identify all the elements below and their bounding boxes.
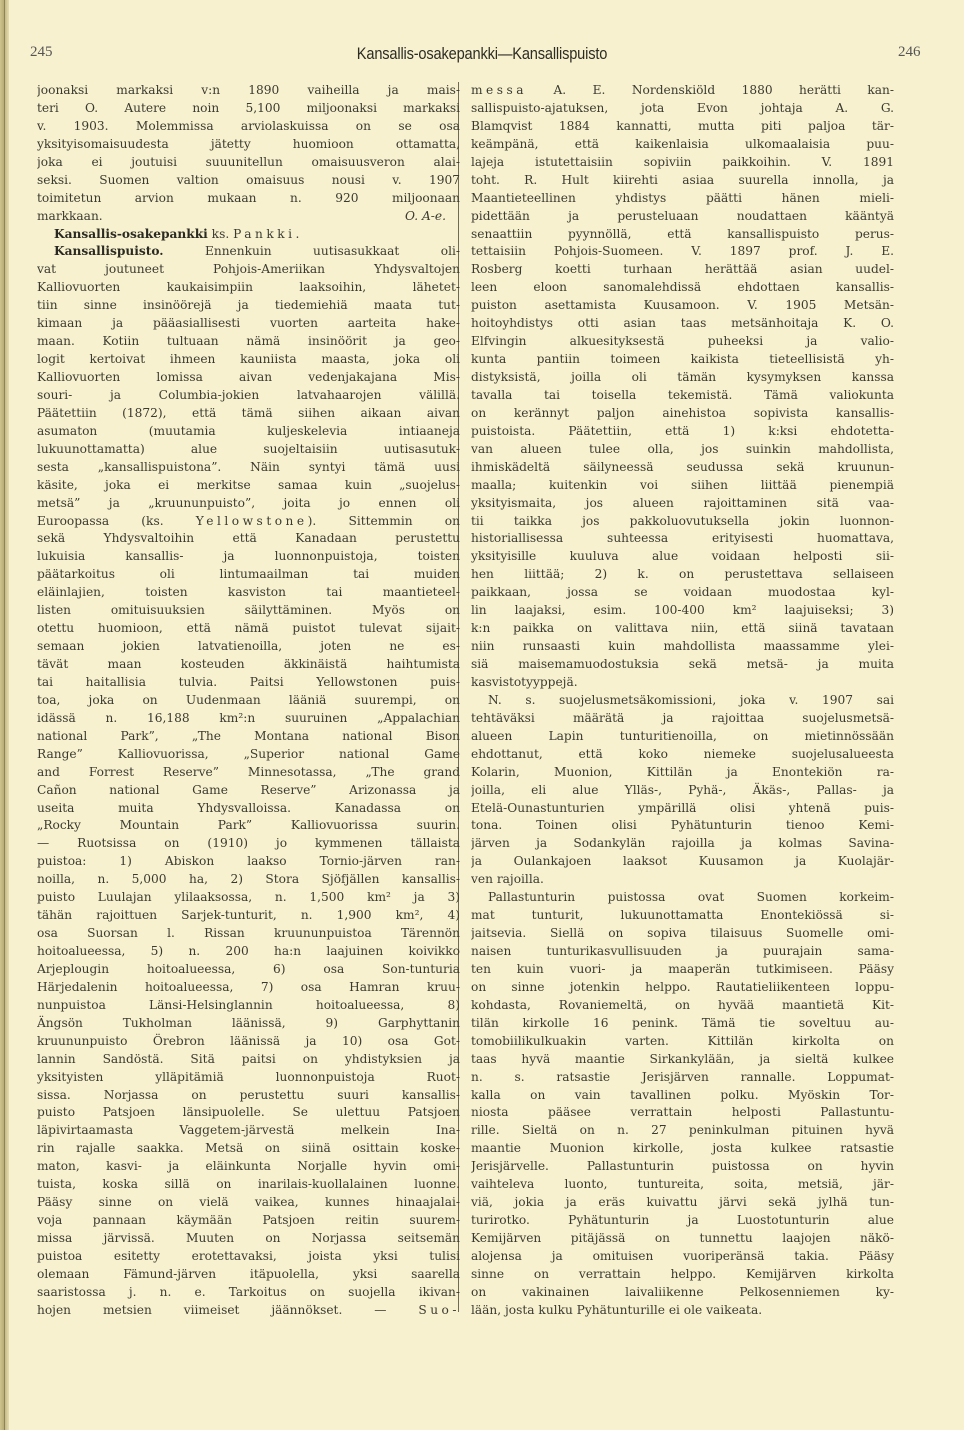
text-line: yksityismaita, jos alueen rajoittaminen sitä vaa- bbox=[471, 495, 894, 510]
text-line: useita muita Yhdysvalloissa. Kanadassa on bbox=[37, 800, 460, 815]
entry-text: Euroopassa (ks. bbox=[37, 513, 196, 528]
text-line: sekä Yhdysvaltoihin että Kanadaan perustettu bbox=[37, 531, 460, 546]
text-line: rin rajalle saakka. Metsä on siinä osittain koske- bbox=[37, 1141, 460, 1156]
text-line: tavalla tai toisella tekemistä. Tämä valiokunta bbox=[471, 387, 894, 402]
text-line: sallispuisto-ajatuksen, jota Evon johtaja A. G. bbox=[471, 100, 894, 115]
text-line: maantie Muonion kirkolle, josta kulkee ratsastie bbox=[471, 1141, 894, 1156]
text-line: v. 1903. Molemmissa arviolaskuissa on se osa bbox=[37, 118, 460, 133]
text-line: hen liittää; 2) k. on perustettava sellaiseen bbox=[471, 567, 894, 582]
text-line: maton, kasvi- ja eläinkunta Norjalle hyvin omi- bbox=[37, 1159, 460, 1174]
text-line: national Park”, „The Montana national Bison bbox=[37, 728, 460, 743]
text-line: alojensa ja omituisen vuoriperänsä takia. Pääsy bbox=[471, 1248, 894, 1263]
text-line: Elfvingin alkuesityksestä puheeksi ja valio- bbox=[471, 334, 894, 349]
text-line: distyksistä, joilla oli tämän kysymyksen kanssa bbox=[471, 370, 894, 384]
kansallispuisto-body bbox=[37, 261, 460, 512]
text-line: souri- ja Columbia-jokien latvahaarojen välillä. bbox=[37, 387, 460, 402]
text-line: „Rocky Mountain Park” Kalliovuorissa suurin. bbox=[37, 818, 460, 833]
paragraph-end: kasvistotyyppejä. bbox=[471, 674, 578, 689]
text-line: kruununpuisto Örebron läänissä ja 10) osa Got- bbox=[37, 1033, 460, 1048]
text-line: tona. Toinen olisi Pyhätunturin tienoo Kemi- bbox=[471, 818, 894, 833]
text-line: saaristossa j. n. e. Tarkoitus on suojella ikivan- bbox=[37, 1284, 460, 1299]
text-line: Pallastunturin puistossa ovat Suomen korkeim- bbox=[488, 890, 894, 905]
text-line: tomobiilikulkuakin varten. Kittilän kirkolta on bbox=[471, 1033, 894, 1048]
text-line: puistoa esitetty erotettavaksi, joista yksi tulisi bbox=[37, 1248, 460, 1263]
text-line: senaattiin pyynnöllä, että kansallispuisto perus- bbox=[471, 226, 894, 241]
text-line: tii taikka jos pakkoluovutuksella jokin luonnon- bbox=[471, 513, 894, 528]
text-line: osa Suorsan l. Rissan kruununpuistoa Tärennön bbox=[37, 926, 460, 941]
text-line: tai haitallisia tulvia. Paitsi Yellowstonen puis- bbox=[37, 674, 460, 689]
text-line: ehdottanut, että koko niemeke suojelusalueesta bbox=[471, 746, 894, 761]
text-line: Päätettiin (1872), että tämä siihen aikaan aivan bbox=[37, 405, 460, 420]
text-line: turirotko. Pyhätunturin ja Luostotunturin alue bbox=[471, 1213, 894, 1228]
text-line: n. s. ratsastie Jerisjärven rannalle. Loppumat- bbox=[471, 1069, 894, 1084]
signature-line bbox=[37, 208, 460, 226]
text-line: järven ja Sodankylän rajoilla ja kolmas Savina- bbox=[471, 836, 894, 851]
text-line: yksityisille kuuluva alue voidaan helposti sii- bbox=[471, 549, 894, 564]
text-line: Pääsy sinne on vielä vaikea, kunnes hinaajalai- bbox=[37, 1195, 460, 1210]
text-line: asumaton (muutamia kuljeskelevia intiaaneja bbox=[37, 423, 460, 438]
text-line: Kalliovuorten kaukaisimpiin laaksoihin, lähetet- bbox=[37, 280, 460, 295]
kansallispuisto-body-continued bbox=[37, 530, 460, 1301]
text-line: hoitoalueessa, 5) n. 200 ha:n laajuinen koivikko bbox=[37, 944, 460, 958]
text-line: semaan jokien latvatienoilla, joten ne es- bbox=[37, 639, 460, 654]
text-line: kunta pantiin toimeen kaikista tieteellisistä yh- bbox=[471, 352, 894, 367]
cross-reference-link[interactable]: Pankki bbox=[233, 226, 296, 241]
right-paragraph-1 bbox=[471, 100, 894, 674]
text-line: voja pannaan käymään Patsjoen reitin suurem- bbox=[37, 1213, 460, 1228]
text-line: tilän kirkolle 16 penink. Tämä tie soveltuu au- bbox=[471, 1015, 894, 1030]
text-line: rille. Sieltä on n. 27 peninkulman pituinen hyvä bbox=[471, 1123, 894, 1138]
text-line: van alueen tulee olla, jos suinkin mahdollista, bbox=[471, 441, 894, 456]
spaced-word: Suo- bbox=[418, 1302, 460, 1317]
text-line: pidettään ja perusteluaan noudattaen kääntyä bbox=[471, 208, 894, 223]
text-line: joonaksi markaksi v:n 1890 vaiheilla ja mais- bbox=[37, 83, 460, 97]
text-line: Blamqvist 1884 kannatti, mutta piti paljoa tär- bbox=[471, 118, 894, 133]
text-line: historiallisessa suhteessa erityisesti huomattava, bbox=[471, 531, 894, 546]
text-line: Etelä-Ounastunturien ympärillä olisi yhtenä puis- bbox=[471, 800, 894, 815]
text-line: puisto Patsjoen länsipuolelle. Se ulettuu Patsjoen bbox=[37, 1105, 460, 1120]
text-line: tähän rajoittuen Sarjek-tunturit, n. 1,900 km², 4) bbox=[37, 908, 460, 923]
text-line: siä maisemamuodostuksia sekä metsä- ja muita bbox=[471, 657, 894, 671]
text-line: mat tunturit, lukuunottamatta Enontekiössä si- bbox=[471, 908, 894, 923]
entry-text: . bbox=[295, 226, 300, 241]
entry-text: ks. bbox=[207, 226, 234, 241]
closing-text: markkaan. bbox=[37, 208, 103, 223]
text-line: lajeja istutettaisiin sopiviin paikkoihin. V. 1891 bbox=[471, 154, 894, 169]
headword: Kansallispuisto. bbox=[54, 244, 164, 259]
text-line: lin laajaksi, esim. 100-400 km² laajuiseksi; 3) bbox=[471, 603, 894, 618]
entry-kansallis-osakepankki bbox=[37, 226, 460, 244]
cross-reference-link[interactable]: Yellowstone bbox=[195, 513, 308, 528]
text-line: idässä n. 16,188 km²:n suuruinen „Appalachian bbox=[37, 710, 460, 725]
text-line: vaihteleva luonto, tuntureita, soita, metsiä, jär- bbox=[471, 1177, 894, 1192]
text-line: ihmiskädeltä säilyneessä seudussa sekä kruunun- bbox=[471, 459, 894, 474]
right-first-line bbox=[471, 82, 894, 100]
text-line: N. s. suojelusmetsäkomissioni, joka v. 1907 sai bbox=[488, 692, 894, 707]
paragraph-end: ven rajoilla. bbox=[471, 872, 544, 887]
text-line: käsite, joka ei merkitse samaa kuin „suojelus- bbox=[37, 477, 460, 492]
text-line: jaitsevia. Siellä on sopiva tilaisuus Suomelle omi- bbox=[471, 926, 894, 941]
text-line: Maantieteellinen yhdistys päätti hänen mieli- bbox=[471, 190, 894, 205]
text-line: puistoista. Päätettiin, että 1) k:ksi ehdotetta- bbox=[471, 423, 894, 438]
entry-text: hojen metsien viimeiset jäännökset. — bbox=[37, 1302, 419, 1317]
text-line: seksi. Suomen valtion omaisuus nousi v. 1907 bbox=[37, 172, 460, 187]
entry-text: Ennenkuin uutisasukkaat oli- bbox=[163, 244, 460, 259]
left-paragraph-continued bbox=[37, 82, 460, 208]
text-line: ten kuin vuori- ja maaperän tutkimiseen. Pääsy bbox=[471, 961, 894, 976]
text-line: otettu huomioon, että nämä puistot tulevat sijait- bbox=[37, 621, 460, 636]
text-line: vat joutuneet Pohjois-Ameriikan Yhdysvaltojen bbox=[37, 262, 460, 277]
text-line: puistoa: 1) Abiskon laakso Tornio-järven ran- bbox=[37, 854, 460, 869]
text-line: joilla, eli alue Ylläs-, Pyhä-, Äkäs-, Pallas- ja bbox=[471, 782, 894, 797]
text-line: Härjedalenin hoitoalueessa, 7) osa Hamran kruu- bbox=[37, 979, 460, 994]
left-column bbox=[37, 82, 460, 1320]
text-line: Ängsön Tukholman läänissä, 9) Garphyttanin bbox=[37, 1015, 460, 1030]
text-line: lukuisia kansallis- ja luonnonpuistoja, toisten bbox=[37, 549, 460, 564]
text-line: leen eloon sanomalehdissä ehdottaen kansallis- bbox=[471, 280, 894, 295]
text-line: yksityisten ylläpitämiä luonnonpuistoja Ruot- bbox=[37, 1069, 460, 1084]
text-line: toht. R. Hult kiirehti asiaa suurella innolla, ja bbox=[471, 172, 894, 187]
right-paragraph-3 bbox=[471, 889, 894, 1302]
text-line: — Ruotsissa on (1910) jo kymmenen tällaista bbox=[37, 836, 460, 851]
text-line: paikkaan, jossa se voidaan muodostaa kyl- bbox=[471, 585, 894, 600]
text-line: Cañon national Game Reserve” Arizonassa ja bbox=[37, 782, 460, 797]
text-line: puiston asettamista Kuusamoon. V. 1905 Metsän- bbox=[471, 298, 894, 313]
text-line: alueen Lapin tunturitienoilla, on mietinnössään bbox=[471, 728, 894, 743]
text-line: niin runsaasti kuin mahdollista maassamme ylei- bbox=[471, 639, 894, 654]
author-signature: O. A-e. bbox=[404, 208, 446, 223]
text-line: tiin sinne insinöörejä ja tiedemiehiä maata tut- bbox=[37, 298, 460, 313]
page-number-left: 245 bbox=[30, 44, 53, 60]
text-line: sesta „kansallispuistona”. Näin syntyi tämä uusi bbox=[37, 459, 460, 474]
text-line: and Forrest Reserve” Minnesotassa, „The grand bbox=[37, 764, 460, 779]
entry-text: A. E. Nordenskiöld 1880 herätti kan- bbox=[527, 83, 894, 97]
text-line: on kerännyt paljon ainehistoa sopivista kansallis- bbox=[471, 405, 894, 420]
binding-line bbox=[4, 0, 5, 1430]
entry-text: ). Sittemmin on bbox=[307, 513, 460, 528]
page-number-right: 246 bbox=[898, 44, 921, 60]
right-column bbox=[471, 82, 894, 1320]
text-line: ja Oulankajoen laaksot Kuusamon ja Kuolajär- bbox=[471, 854, 894, 869]
spaced-word: messa bbox=[471, 83, 528, 97]
text-line: teri O. Autere noin 5,100 miljoonaksi markaksi bbox=[37, 100, 460, 115]
text-line: noilla, n. 5,000 ha, 2) Stora Sjöfjällen kansallis- bbox=[37, 872, 460, 887]
text-line: maan. Kotiin tultuaan nämä insinöörit ja geo- bbox=[37, 334, 460, 349]
text-line: Kemijärven pitäjässä on tunnettu laajojen näkö- bbox=[471, 1231, 894, 1245]
text-line: tehtäväksi määrätä ja rajoittaa suojelusmetsä- bbox=[471, 710, 894, 725]
headword: Kansallis-osakepankki bbox=[54, 226, 208, 241]
text-line: lannin Sandöstä. Sitä paitsi on yhdistyksien ja bbox=[37, 1051, 460, 1066]
text-line: Rosberg koetti turhaan herättää asian uudel- bbox=[471, 262, 894, 277]
text-line: lukuunottamatta) alue suojeltaisiin uutisasutuk- bbox=[37, 441, 460, 456]
yellowstone-reference-line bbox=[37, 513, 460, 531]
text-line: tuista, koska sillä on inarilais-kuollalainen luonne. bbox=[37, 1177, 460, 1192]
text-line: yksityisomaisuudesta jätetty huomioon ottamatta, bbox=[37, 136, 460, 151]
text-line: Kalliovuorten lomissa aivan vedenjakajana Mis- bbox=[37, 370, 460, 384]
running-title: Kansallis-osakepankki—Kansallispuisto bbox=[356, 44, 608, 63]
text-line: Range” Kalliovuorissa, „Superior national Game bbox=[37, 746, 460, 761]
text-line: k:n paikka on valittava niin, että siinä tavataan bbox=[471, 621, 894, 636]
text-line: Jerisjärvelle. Pallastunturin puistossa on hyvin bbox=[471, 1159, 894, 1174]
text-line: kohdasta, Rovaniemeltä, on hyvää maantietä Kit- bbox=[471, 997, 894, 1012]
text-line: logit kertoivat ihmeen kauniista maasta, joka oli bbox=[37, 352, 460, 367]
text-line: Kolarin, Muonion, Kittilän ja Enontekiön ra- bbox=[471, 764, 894, 779]
text-line: tettaisiin Pohjois-Suomeen. V. 1897 prof. J. E. bbox=[471, 244, 894, 259]
text-line: toimitetun arvion mukaan n. 920 miljoonaan bbox=[37, 190, 460, 205]
text-line: läpivirtaamasta Vaggetem-järvestä melkein Ina- bbox=[37, 1123, 460, 1138]
text-line: olemaan Fämund-järven itäpuolella, yksi saarella bbox=[37, 1266, 460, 1281]
text-line: viä, jokia ja eräs kuivattu järvi sekä jylhä tun- bbox=[471, 1195, 894, 1210]
text-line: hoitoyhdistys otti asian taas metsänhoitaja K. O. bbox=[471, 316, 894, 331]
text-line: metsä” ja „kruununpuisto”, joita jo ennen oli bbox=[37, 495, 460, 510]
text-line: nunpuistoa Länsi-Helsinglannin hoitoalueessa, 8) bbox=[37, 997, 460, 1012]
text-line: sissa. Norjassa on perustettu suuri kansallis- bbox=[37, 1087, 460, 1102]
text-line: on vakinainen laivaliikenne Pelkosenniemen ky- bbox=[471, 1284, 894, 1299]
text-line: taas hyvä maantie Sirkankylään, ja sieltä kulkee bbox=[471, 1051, 894, 1066]
text-line: tävät maan kosteuden äkkinäistä haihtumista bbox=[37, 657, 460, 671]
text-line: keämpänä, että kaikenlaisia ulkomaalaisia puu- bbox=[471, 136, 894, 151]
text-line: puisto Luulajan ylilaaksossa, n. 1,500 km² ja 3) bbox=[37, 890, 460, 905]
text-line: on sinne jotenkin helppo. Rautatieliikenteen loppu- bbox=[471, 979, 894, 994]
text-line: maalla; kuitenkin voi siihen liittää pienempiä bbox=[471, 477, 894, 492]
text-line: missa järvissä. Muuten on Norjassa seitsemän bbox=[37, 1231, 460, 1245]
text-line: kalla on vain tavallinen polku. Myöskin Tor- bbox=[471, 1087, 894, 1102]
text-line: niosta pääsee verrattain helposti Pallastuntu- bbox=[471, 1105, 894, 1120]
text-line: joka ei joutuisi suuunitellun omaisuusveron alai- bbox=[37, 154, 460, 169]
text-line: sinne on verrattain helppo. Kemijärven kirkolta bbox=[471, 1266, 894, 1281]
right-paragraph-2 bbox=[471, 692, 894, 871]
text-line: toa, joka on Uudenmaan lääniä suurempi, on bbox=[37, 692, 460, 707]
running-header bbox=[0, 44, 964, 68]
text-line: kimaan ja pääasiallisesti vuorten aarteita hake- bbox=[37, 316, 460, 331]
text-line: Arjeplougin hoitoalueessa, 6) osa Son-tunturia bbox=[37, 961, 460, 976]
paragraph-end: lään, josta kulku Pyhätunturille ei ole vaikeata. bbox=[471, 1302, 763, 1317]
left-final-line bbox=[37, 1302, 460, 1320]
text-line: päätarkoitus oli lintumaailman tai muiden bbox=[37, 567, 460, 582]
text-line: eläinlajien, toisten kasviston tai maantieteel- bbox=[37, 585, 460, 600]
text-line: listen omituisuuksien säilyttäminen. Myös on bbox=[37, 603, 460, 618]
entry-kansallispuisto-start bbox=[37, 243, 460, 261]
text-line: naisen tunturikasvullisuuden ja puurajain sama- bbox=[471, 944, 894, 958]
